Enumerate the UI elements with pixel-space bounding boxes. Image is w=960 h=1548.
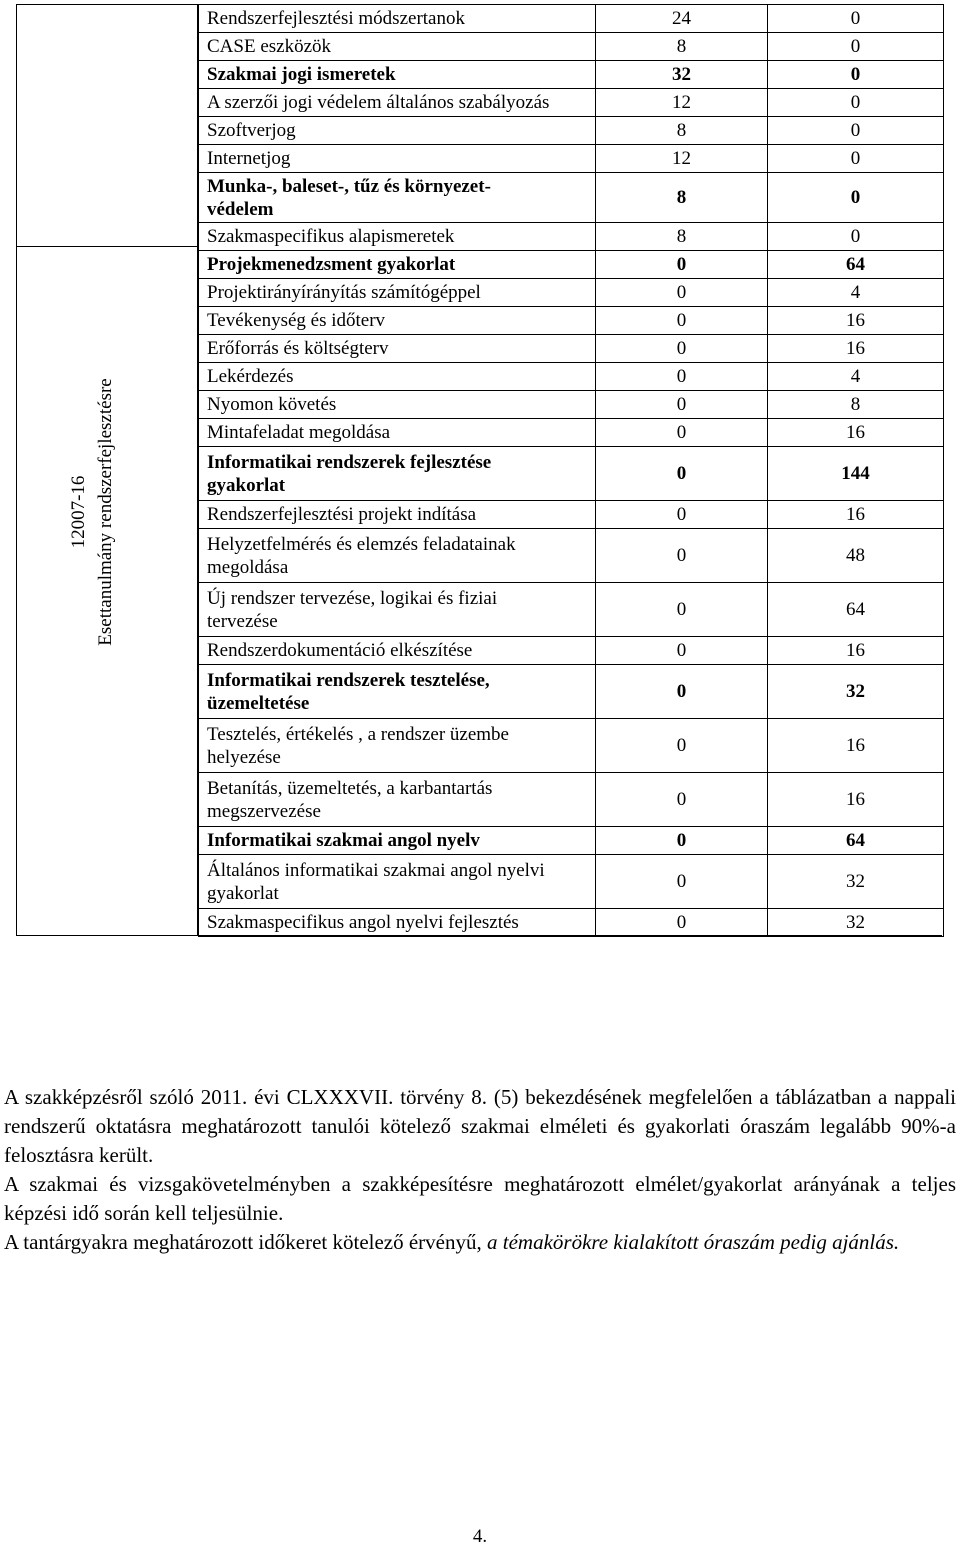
practice-hours: 16	[768, 419, 944, 447]
theory-hours: 12	[596, 145, 768, 173]
practice-hours: 64	[768, 583, 944, 637]
theory-hours: 0	[596, 307, 768, 335]
table-row	[199, 251, 944, 279]
practice-hours: 4	[768, 279, 944, 307]
theory-hours: 0	[596, 855, 768, 909]
subject-name: Szoftverjog	[199, 117, 596, 145]
subject-name: Erőforrás és költségterv	[199, 335, 596, 363]
module-label	[65, 302, 121, 722]
theory-hours: 0	[596, 529, 768, 583]
subject-name: Rendszerfejlesztési projekt indítása	[199, 501, 596, 529]
table-row	[199, 719, 944, 773]
subject-name: Informatikai rendszerek fejlesztése gyakorlat	[199, 447, 596, 501]
practice-hours: 16	[768, 773, 944, 827]
table-row	[199, 117, 944, 145]
table-row	[199, 501, 944, 529]
table-row	[199, 583, 944, 637]
subject-name: Szakmaspecifikus alapismeretek	[199, 223, 596, 251]
subject-name: Internetjog	[199, 145, 596, 173]
note-paragraph-3-normal: A tantárgyakra meghatározott időkeret kötelező érvényű,	[4, 1230, 487, 1254]
note-paragraph-1: A szakképzésről szóló 2011. évi CLXXXVII. törvény 8. (5) bekezdésének megfelelően a táblázatban a nappali rendszerű oktatásra meghatározott tanulói kötelező szakmai elméleti és gyakorlati óraszám legalább 90%-a felosztásra került.	[4, 1085, 956, 1167]
table-row	[199, 419, 944, 447]
subject-name: Rendszerdokumentáció elkészítése	[199, 637, 596, 665]
subject-name: Új rendszer tervezése, logikai és fiziai tervezése	[199, 583, 596, 637]
theory-hours: 0	[596, 501, 768, 529]
practice-hours: 0	[768, 5, 944, 33]
practice-hours: 0	[768, 61, 944, 89]
practice-hours: 4	[768, 363, 944, 391]
subject-name: Szakmaspecifikus angol nyelvi fejlesztés	[199, 909, 596, 937]
module-column	[16, 4, 198, 936]
practice-hours: 0	[768, 117, 944, 145]
practice-hours: 144	[768, 447, 944, 501]
theory-hours: 0	[596, 419, 768, 447]
note-paragraph-3	[4, 1228, 956, 1257]
subject-name: Általános informatikai szakmai angol nyelvi gyakorlat	[199, 855, 596, 909]
theory-hours: 0	[596, 637, 768, 665]
note-paragraph-2: A szakmai és vizsgakövetelményben a szakképesítésre meghatározott elmélet/gyakorlat arányának a teljes képzési idő során kell teljesülnie.	[4, 1172, 956, 1225]
note-paragraph-3-italic: a témakörökre kialakított óraszám pedig ajánlás.	[487, 1230, 900, 1254]
table-row	[199, 145, 944, 173]
theory-hours: 0	[596, 447, 768, 501]
theory-hours: 0	[596, 335, 768, 363]
theory-hours: 0	[596, 583, 768, 637]
theory-hours: 32	[596, 61, 768, 89]
table-row	[199, 5, 944, 33]
table-row	[199, 363, 944, 391]
practice-hours: 32	[768, 665, 944, 719]
table-row	[199, 61, 944, 89]
table-row	[199, 279, 944, 307]
practice-hours: 0	[768, 33, 944, 61]
table-row	[199, 391, 944, 419]
theory-hours: 8	[596, 173, 768, 223]
theory-hours: 8	[596, 117, 768, 145]
notes	[4, 1083, 956, 1257]
subject-name: CASE eszközök	[199, 33, 596, 61]
practice-hours: 16	[768, 307, 944, 335]
practice-hours: 16	[768, 335, 944, 363]
theory-hours: 0	[596, 909, 768, 937]
table-row	[199, 529, 944, 583]
practice-hours: 32	[768, 855, 944, 909]
practice-hours: 0	[768, 89, 944, 117]
theory-hours: 8	[596, 33, 768, 61]
module-title: Esettanulmány rendszerfejlesztésre	[95, 378, 116, 646]
theory-hours: 0	[596, 251, 768, 279]
practice-hours: 48	[768, 529, 944, 583]
subject-name: Rendszerfejlesztési módszertanok	[199, 5, 596, 33]
table-row	[199, 33, 944, 61]
table-row	[199, 855, 944, 909]
table-row	[199, 447, 944, 501]
table-row	[199, 173, 944, 223]
subject-name: Projekmenedzsment gyakorlat	[199, 251, 596, 279]
table-row	[199, 773, 944, 827]
table-row	[199, 909, 944, 937]
table-row	[199, 307, 944, 335]
module-code: 12007-16	[68, 475, 89, 549]
theory-hours: 0	[596, 773, 768, 827]
practice-hours: 16	[768, 637, 944, 665]
table-row	[199, 665, 944, 719]
practice-hours: 0	[768, 145, 944, 173]
subject-name: Szakmai jogi ismeretek	[199, 61, 596, 89]
practice-hours: 8	[768, 391, 944, 419]
practice-hours: 32	[768, 909, 944, 937]
practice-hours: 64	[768, 827, 944, 855]
subject-name: Tevékenység és időterv	[199, 307, 596, 335]
theory-hours: 0	[596, 827, 768, 855]
subject-name: Nyomon követés	[199, 391, 596, 419]
practice-hours: 64	[768, 251, 944, 279]
module-column-top-cell	[16, 4, 197, 247]
theory-hours: 12	[596, 89, 768, 117]
practice-hours: 0	[768, 173, 944, 223]
subject-name: A szerzői jogi védelem általános szabályozás	[199, 89, 596, 117]
table-row	[199, 827, 944, 855]
subject-name: Lekérdezés	[199, 363, 596, 391]
practice-hours: 16	[768, 501, 944, 529]
theory-hours: 0	[596, 391, 768, 419]
theory-hours: 0	[596, 719, 768, 773]
theory-hours: 0	[596, 279, 768, 307]
table-row	[199, 223, 944, 251]
subject-name: Munka-, baleset-, tűz és környezet- védelem	[199, 173, 596, 223]
subject-name: Tesztelés, értékelés , a rendszer üzembe helyezése	[199, 719, 596, 773]
subject-table	[198, 4, 944, 937]
page-number: 4.	[472, 1526, 488, 1547]
subject-name: Mintafeladat megoldása	[199, 419, 596, 447]
theory-hours: 0	[596, 363, 768, 391]
subject-name: Informatikai szakmai angol nyelv	[199, 827, 596, 855]
subject-name: Projektirányírányítás számítógéppel	[199, 279, 596, 307]
table-row	[199, 89, 944, 117]
theory-hours: 0	[596, 665, 768, 719]
subject-name: Betanítás, üzemeltetés, a karbantartás megszervezése	[199, 773, 596, 827]
subject-rows	[199, 5, 944, 937]
practice-hours: 16	[768, 719, 944, 773]
table-row	[199, 335, 944, 363]
practice-hours: 0	[768, 223, 944, 251]
subject-name: Informatikai rendszerek tesztelése, üzemeltetése	[199, 665, 596, 719]
subject-name: Helyzetfelmérés és elemzés feladatainak megoldása	[199, 529, 596, 583]
table-row	[199, 637, 944, 665]
theory-hours: 24	[596, 5, 768, 33]
theory-hours: 8	[596, 223, 768, 251]
